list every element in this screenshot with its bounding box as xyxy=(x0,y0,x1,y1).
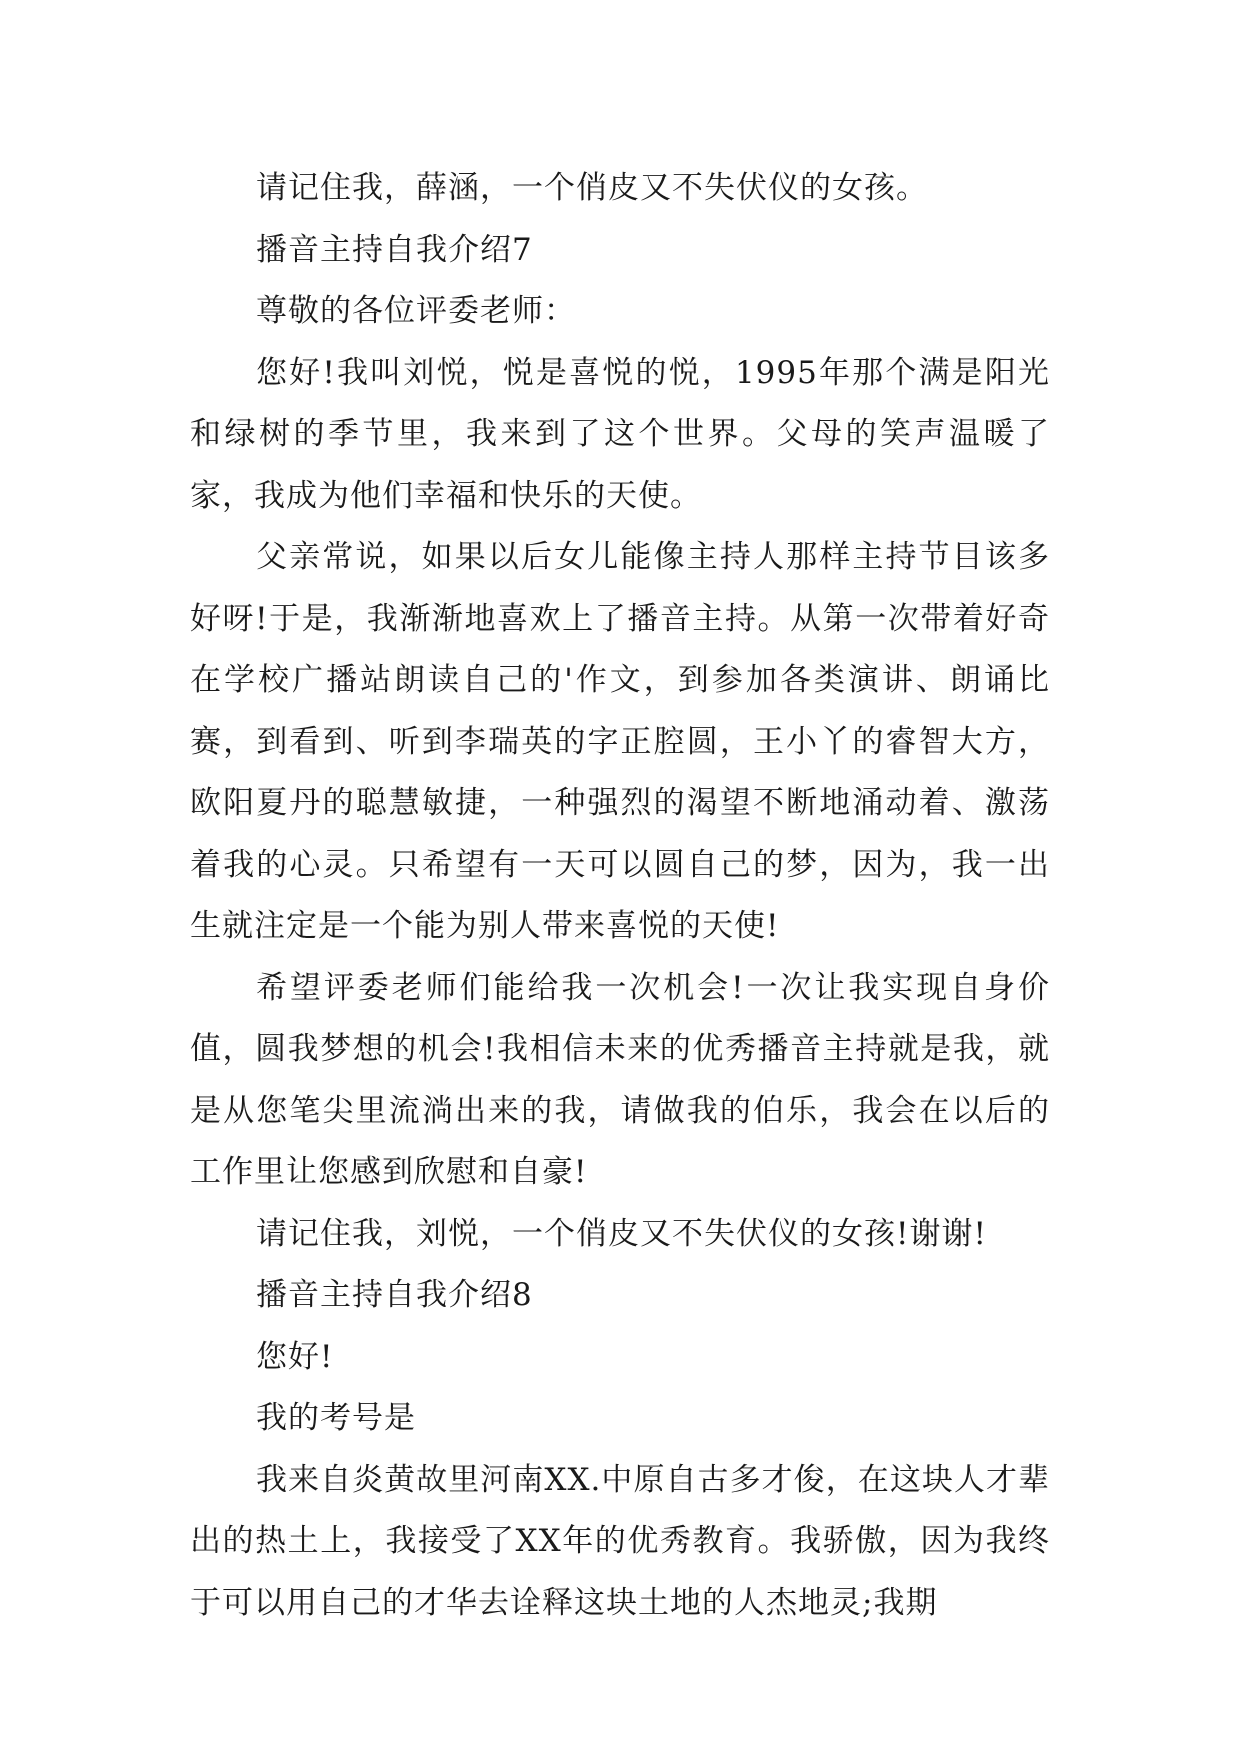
section-heading-8: 播音主持自我介绍8 xyxy=(256,1277,533,1313)
paragraph-closing-xuehan: 请记住我，薛涵，一个俏皮又不失伏仪的女孩。 xyxy=(256,170,928,206)
salutation: 尊敬的各位评委老师： xyxy=(256,293,576,329)
paragraph-hope: 希望评委老师们能给我一次机会!一次让我实现自身价值，圆我梦想的机会!我相信未来的优秀播音主持就是我，就是从您笔尖里流淌出来的我，请做我的伯乐，我会在以后的工作里让您感到欣慰和自豪! xyxy=(190,969,1050,1190)
exam-number-line: 我的考号是 xyxy=(256,1400,416,1436)
greeting: 您好! xyxy=(256,1338,334,1375)
paragraph-father: 父亲常说，如果以后女儿能像主持人那样主持节目该多好呀!于是，我渐渐地喜欢上了播音主持。从第一次带着好奇在学校广播站朗读自己的'作文，到参加各类演讲、朗诵比赛，到看到、听到李瑞英的字正腔圆，王小丫的睿智大方，欧阳夏丹的聪慧敏捷，一种强烈的渴望不断地涌动着、激荡着我的心灵。只希望有一天可以圆自己的梦，因为，我一出生就注定是一个能为别人带来喜悦的天使! xyxy=(190,539,1050,944)
section-heading-7: 播音主持自我介绍7 xyxy=(256,231,533,268)
document-page xyxy=(190,158,1050,1634)
paragraph-closing-liuyue: 请记住我，刘悦，一个俏皮又不失伏仪的女孩!谢谢! xyxy=(256,1215,987,1252)
paragraph-henan: 我来自炎黄故里河南XX.中原自古多才俊，在这块人才辈出的热土上，我接受了XX年的优秀教育。我骄傲，因为我终于可以用自己的才华去诠释这块土地的人杰地灵;我期 xyxy=(190,1461,1050,1621)
paragraph-intro-liuyue: 您好!我叫刘悦，悦是喜悦的悦，1995年那个满是阳光和绿树的季节里，我来到了这个世界。父母的笑声温暖了家，我成为他们幸福和快乐的天使。 xyxy=(190,354,1050,514)
